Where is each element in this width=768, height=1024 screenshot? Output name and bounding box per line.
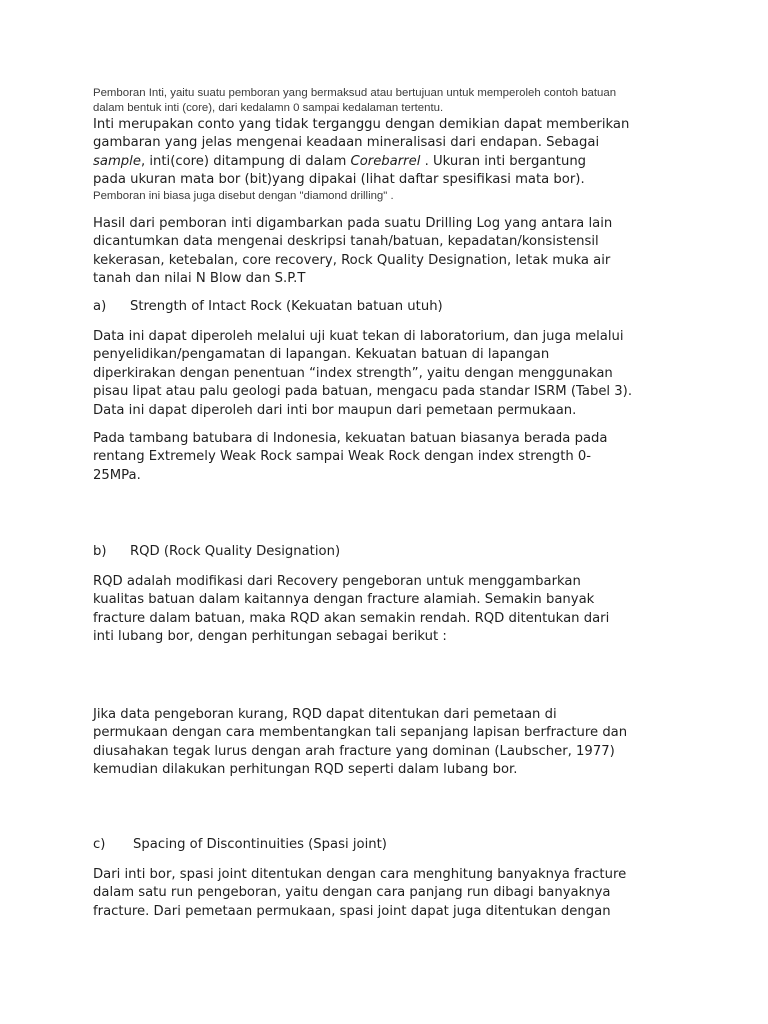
intro-main-paragraph: [93, 116, 683, 190]
text-run: . Ukuran inti bergantung: [420, 153, 587, 169]
text-line: [93, 153, 683, 171]
intro-note: Pemboran ini biasa juga disebut dengan "diamond drilling" .: [93, 190, 394, 202]
text-line: Data ini dapat diperoleh dari inti bor maupun dari pemetaan permukaan.: [93, 402, 577, 418]
section-a-heading: [93, 298, 443, 316]
text-line: penyelidikan/pengamatan di lapangan. Kekuatan batuan di lapangan: [93, 347, 550, 363]
section-b-paragraph-2: [93, 706, 683, 780]
section-c-heading: [93, 836, 387, 854]
text-line: Data ini dapat diperoleh melalui uji kuat tekan di laboratorium, dan juga melalui: [93, 329, 624, 344]
section-b-heading: [93, 543, 340, 561]
text-line: dalam satu run pengeboran, yaitu dengan cara panjang run dibagi banyaknya: [93, 885, 611, 901]
list-marker: a): [93, 299, 107, 314]
text-line: pada ukuran mata bor (bit)yang dipakai (lihat daftar spesifikasi mata bor).: [93, 172, 585, 188]
italic-term: Corebarrel: [350, 153, 421, 169]
text-run: , inti(core) ditampung di dalam: [140, 153, 351, 169]
text-line: tanah dan nilai N Blow dan S.P.T: [93, 271, 306, 287]
drilling-log-paragraph: [93, 215, 683, 289]
text-line: rentang Extremely Weak Rock sampai Weak Rock dengan index strength 0-: [93, 449, 592, 465]
list-marker: b): [93, 544, 107, 559]
section-a-paragraph-1: [93, 328, 683, 420]
list-marker: c): [93, 837, 106, 852]
text-line: Pemboran Inti, yaitu suatu pemboran yang bermaksud atau bertujuan untuk memperoleh contoh batuan: [93, 87, 617, 99]
text-line: kemudian dilakukan perhitungan RQD seperti dalam lubang bor.: [93, 762, 518, 778]
text-line: dicantumkan data mengenai deskripsi tanah/batuan, kepadatan/konsistensil: [93, 234, 599, 250]
section-a-paragraph-2: [93, 430, 683, 485]
text-line: 25MPa.: [93, 467, 141, 483]
text-line: kekerasan, ketebalan, core recovery, Rock Quality Designation, letak muka air: [93, 252, 611, 268]
intro-small-paragraph: [93, 86, 683, 115]
section-title: RQD (Rock Quality Designation): [130, 544, 341, 559]
text-line: Dari inti bor, spasi joint ditentukan dengan cara menghitung banyaknya fracture: [93, 867, 627, 882]
text-line: permukaan dengan cara membentangkan tali sepanjang lapisan berfracture dan: [93, 725, 628, 741]
text-line: Pada tambang batubara di Indonesia, kekuatan batuan biasanya berada pada: [93, 431, 608, 446]
text-line: fracture. Dari pemetaan permukaan, spasi joint dapat juga ditentukan dengan: [93, 903, 611, 919]
section-c-paragraph-1: [93, 866, 683, 921]
text-line: fracture dalam batuan, maka RQD akan semakin rendah. RQD ditentukan dari: [93, 610, 610, 626]
text-line: diusahakan tegak lurus dengan arah fracture yang dominan (Laubscher, 1977): [93, 743, 615, 759]
text-line: dalam bentuk inti (core), dari kedalamn 0 sampai kedalaman tertentu.: [93, 101, 444, 114]
section-b-paragraph-1: [93, 573, 683, 647]
text-line: pisau lipat atau palu geologi pada batuan, mengacu pada standar ISRM (Tabel 3).: [93, 384, 633, 400]
italic-term: sample: [93, 153, 141, 169]
text-line: inti lubang bor, dengan perhitungan sebagai berikut :: [93, 629, 447, 645]
text-line: Inti merupakan conto yang tidak terganggu dengan demikian dapat memberikan: [93, 117, 630, 132]
text-line: diperkirakan dengan penentuan “index strength”, yaitu dengan menggunakan: [93, 365, 613, 381]
section-title: Spacing of Discontinuities (Spasi joint): [133, 837, 387, 852]
text-line: kualitas batuan dalam kaitannya dengan fracture alamiah. Semakin banyak: [93, 592, 595, 608]
section-title: Strength of Intact Rock (Kekuatan batuan utuh): [130, 299, 443, 314]
text-line: Hasil dari pemboran inti digambarkan pada suatu Drilling Log yang antara lain: [93, 216, 613, 231]
text-line: RQD adalah modifikasi dari Recovery pengeboran untuk menggambarkan: [93, 574, 581, 589]
text-line: gambaran yang jelas mengenai keadaan mineralisasi dari endapan. Sebagai: [93, 135, 600, 151]
text-line: Jika data pengeboran kurang, RQD dapat ditentukan dari pemetaan di: [93, 707, 557, 722]
